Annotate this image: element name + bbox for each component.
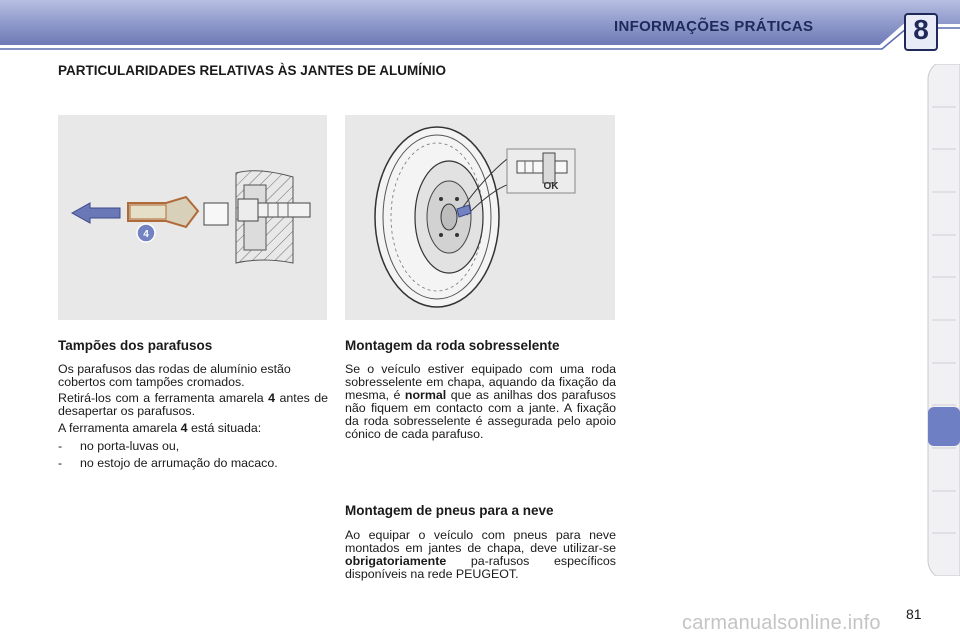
header-band	[0, 0, 960, 50]
chapter-tab-strip[interactable]	[926, 64, 960, 576]
heading-snow-tyres: Montagem de pneus para a neve	[345, 503, 554, 518]
para-remove-with-tool: Retirá-los com a ferramenta amarela 4 antes de desapertar os parafusos.	[58, 391, 328, 418]
tool-removal-icon	[58, 115, 327, 320]
list-item: - no porta-luvas ou,	[58, 439, 180, 453]
para-snow-tyres: Ao equipar o veículo com pneus para neve montados em jantes de chapa, deve utilizar-se obrigatoriamente pa-rafusos específicos disponíveis na rede PEUGEOT.	[345, 528, 616, 581]
page-title: PARTICULARIDADES RELATIVAS ÀS JANTES DE ALUMÍNIO	[58, 63, 447, 78]
para-spare-wheel: Se o veículo estiver equipado com uma roda sobresselente em chapa, aquando da fixação da mesma, é normal que as anilhas dos parafusos não fiquem em contacto com a jante. A fixação da roda sobresselente é assegurada pelo apoio cónico de cada parafuso.	[345, 362, 616, 441]
para-tool-location: A ferramenta amarela 4 está situada:	[58, 421, 262, 435]
para-bolt-caps-covered: Os parafusos das rodas de alumínio estão cobertos com tampões cromados.	[58, 362, 291, 389]
figure-spare-wheel	[345, 115, 615, 320]
page-number: 81	[906, 606, 922, 622]
heading-spare-wheel: Montagem da roda sobresselente	[345, 338, 560, 353]
chapter-title: INFORMAÇÕES PRÁTICAS	[614, 18, 814, 35]
header-band-graphic	[0, 0, 960, 50]
spare-wheel-icon	[345, 115, 615, 320]
heading-bolt-caps: Tampões dos parafusos	[58, 338, 213, 353]
marker-label: 4	[143, 229, 149, 240]
ok-label: OK	[543, 181, 559, 192]
figure-tool-removal	[58, 115, 327, 320]
active-chapter-tab[interactable]	[928, 407, 960, 446]
chapter-number: 8	[913, 14, 929, 45]
list-item: - no estojo de arrumação do macaco.	[58, 456, 278, 470]
watermark: carmanualsonline.info	[682, 612, 881, 634]
